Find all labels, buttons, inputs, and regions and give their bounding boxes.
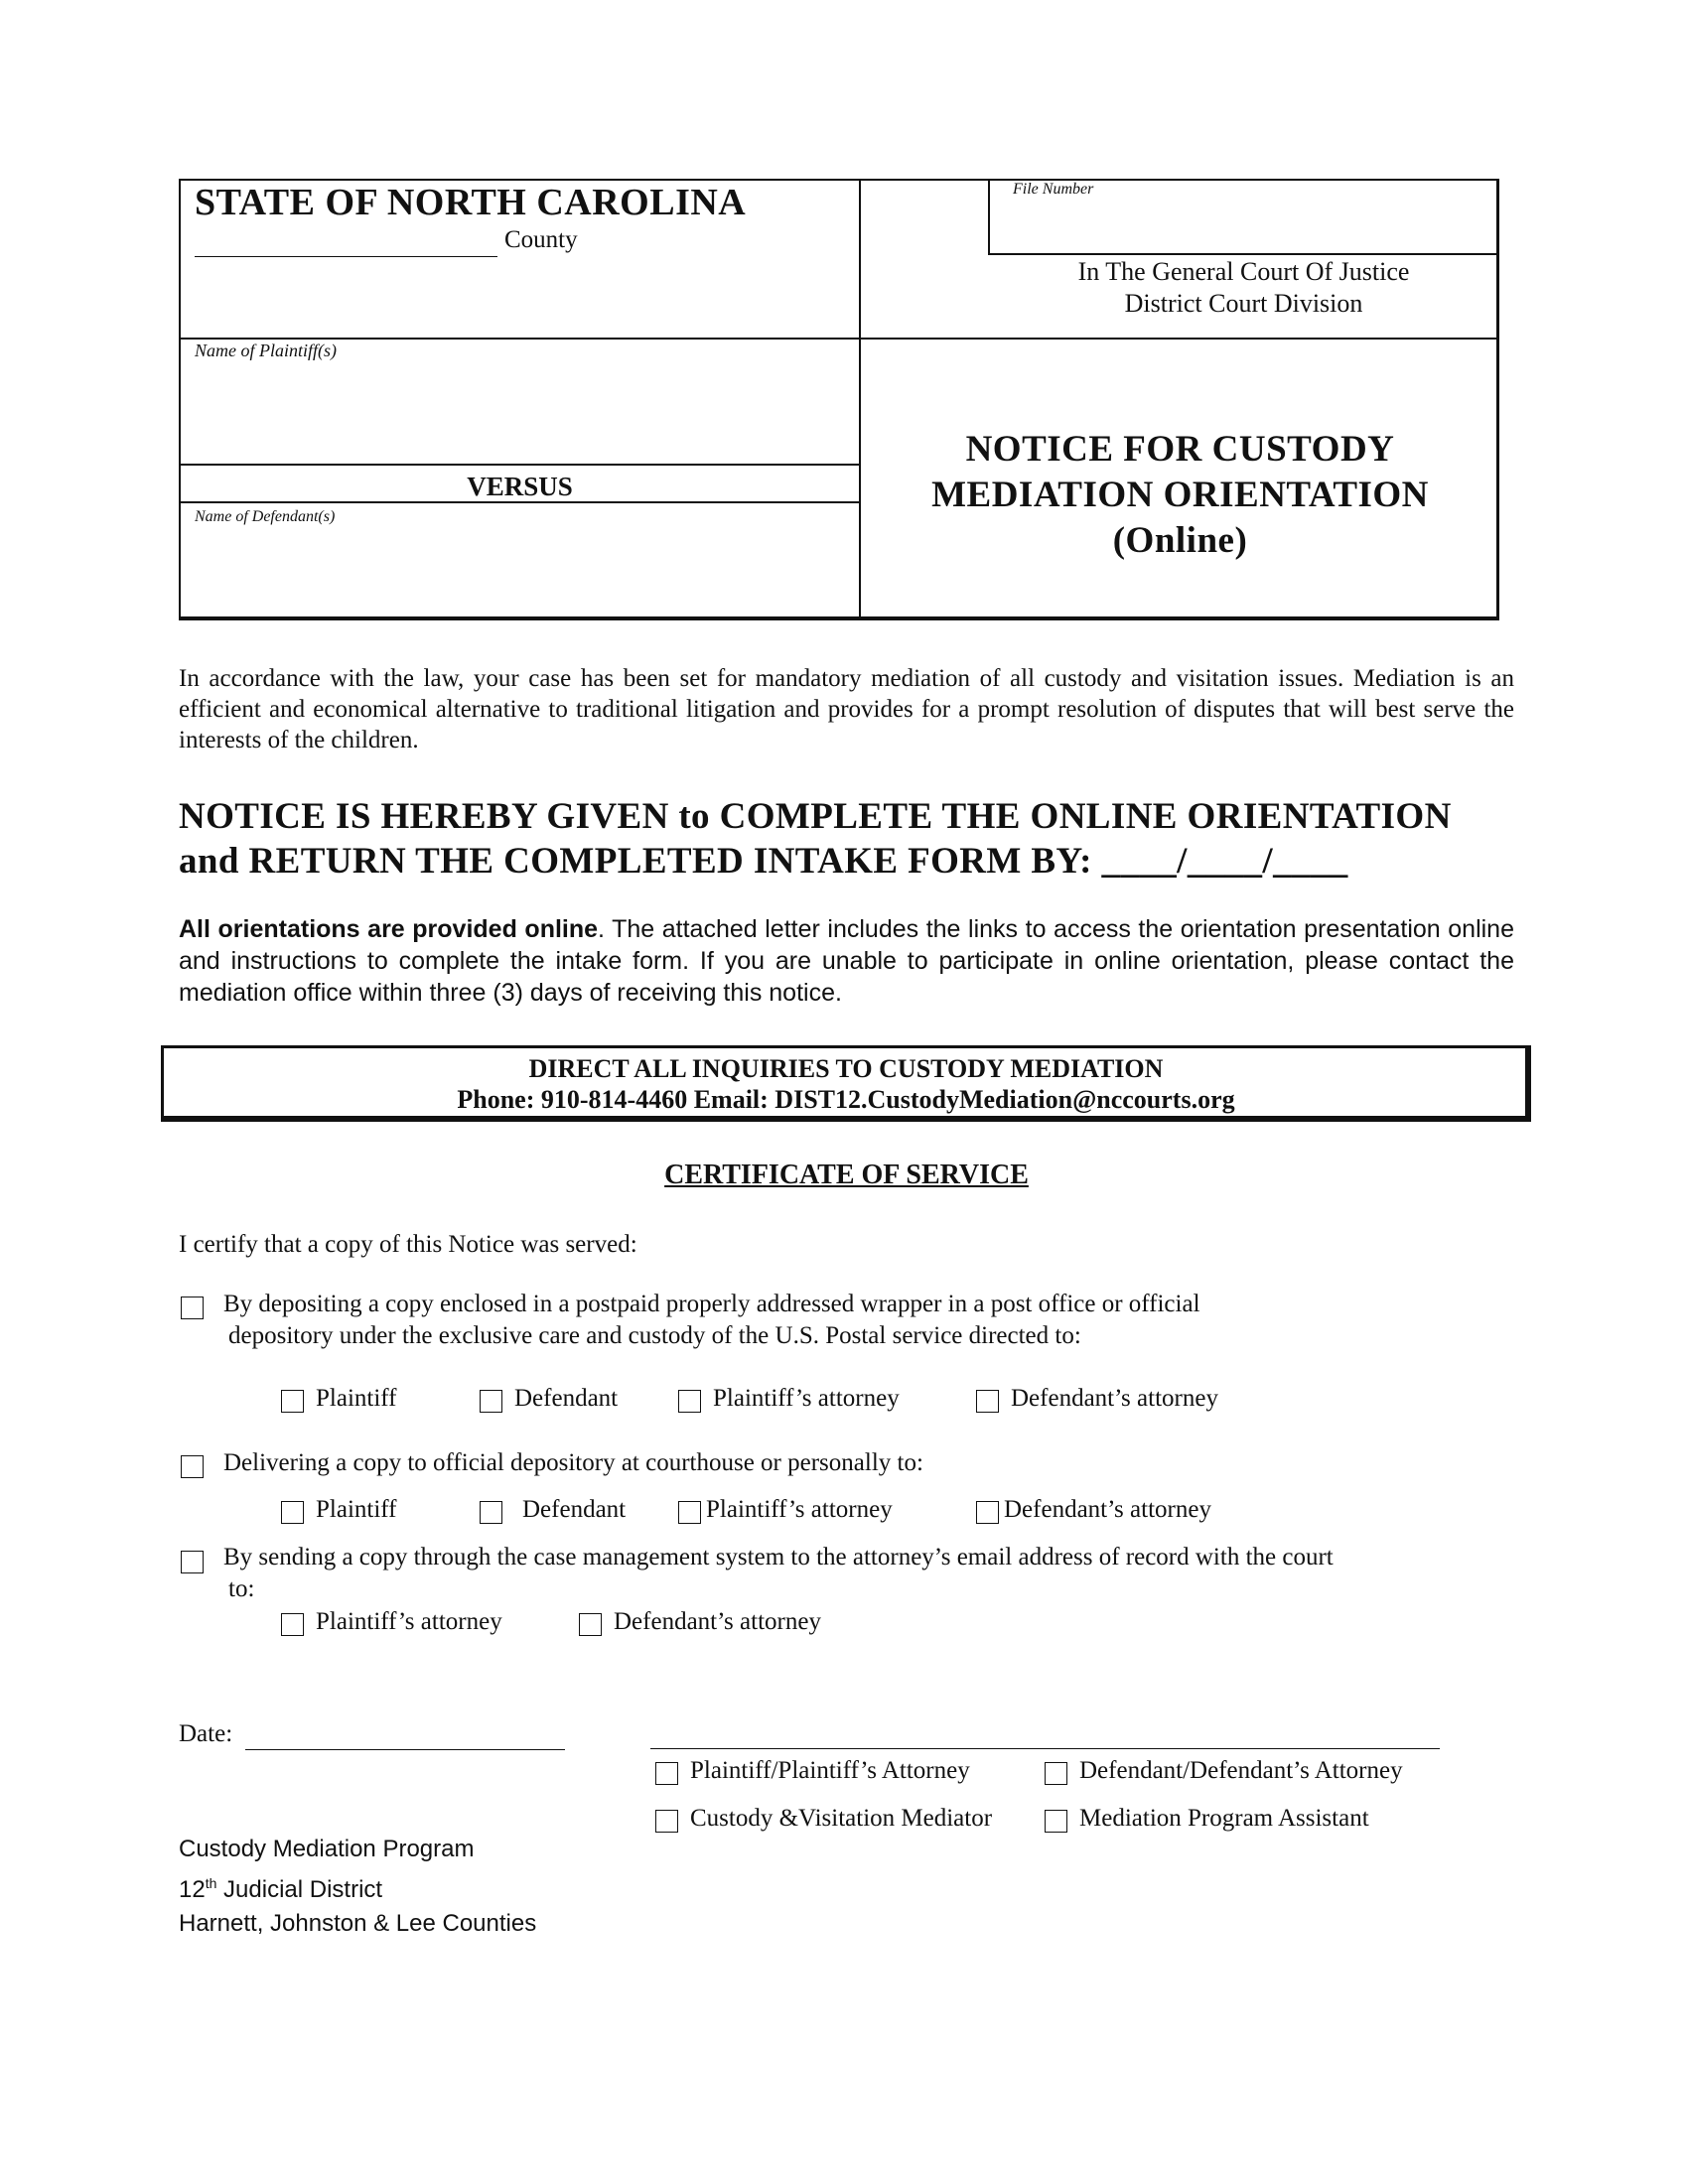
court-line-1: In The General Court Of Justice — [1077, 257, 1410, 286]
signer-assistant-checkbox[interactable]: Mediation Program Assistant — [1045, 1805, 1369, 1833]
notice-heading — [179, 794, 1514, 884]
online-rest: . The attached letter includes the links to access the orientation presentation online and instructions to complete the intake form. If you are unable to participate in online orientation, please contact the mediation office within three (3) days of receiving this notice. — [179, 915, 1514, 1007]
option-email-checkbox[interactable] — [181, 1551, 204, 1578]
option-email-text-1: By sending a copy through the case management system to the attorney’s email address of record with the court — [223, 1544, 1334, 1570]
defendant-label: Name of Defendant(s) — [195, 508, 336, 525]
deliver-plaintiff-attorney-checkbox[interactable]: Plaintiff’s attorney — [678, 1496, 893, 1524]
checkbox-icon[interactable] — [579, 1613, 602, 1636]
file-number-label: File Number — [1013, 181, 1094, 198]
mail-plaintiff-checkbox[interactable]: Plaintiff — [281, 1385, 396, 1413]
checkbox-icon[interactable] — [655, 1762, 678, 1785]
court-name — [988, 256, 1499, 320]
date-label: Date: — [179, 1720, 233, 1747]
checkbox-icon[interactable] — [1045, 1762, 1067, 1785]
program-footer — [179, 1833, 536, 1941]
deliver-defendant-checkbox[interactable]: Defendant — [480, 1496, 626, 1524]
email-defendant-attorney-checkbox[interactable]: Defendant’s attorney — [579, 1608, 821, 1636]
signature-line[interactable] — [650, 1748, 1440, 1749]
certificate-title: CERTIFICATE OF SERVICE — [664, 1160, 1029, 1190]
court-line-2: District Court Division — [1124, 289, 1363, 318]
footer-line-3: Harnett, Johnston & Lee Counties — [179, 1910, 537, 1937]
checkbox-icon[interactable] — [1045, 1810, 1067, 1833]
title-line-3: (Online) — [1112, 520, 1248, 561]
email-plaintiff-attorney-checkbox[interactable]: Plaintiff’s attorney — [281, 1608, 502, 1636]
signer-plaintiff-checkbox[interactable]: Plaintiff/Plaintiff’s Attorney — [655, 1757, 970, 1785]
checkbox-icon[interactable] — [678, 1390, 701, 1413]
notice-line-2: and RETURN THE COMPLETED INTAKE FORM BY: ____/____/____ — [179, 841, 1348, 882]
mail-defendant-checkbox[interactable]: Defendant — [480, 1385, 618, 1413]
mail-plaintiff-attorney-checkbox[interactable]: Plaintiff’s attorney — [678, 1385, 900, 1413]
date-input-line[interactable] — [245, 1749, 565, 1750]
option-mail-text-2: depository under the exclusive care and custody of the U.S. Postal service directed to: — [228, 1322, 1081, 1349]
checkbox-icon[interactable] — [181, 1455, 204, 1478]
online-paragraph — [179, 913, 1514, 1009]
checkbox-icon[interactable] — [281, 1501, 304, 1524]
form-title — [861, 427, 1499, 564]
plaintiff-field[interactable] — [181, 367, 859, 462]
option-deliver-checkbox[interactable] — [181, 1455, 204, 1483]
notice-line-1: NOTICE IS HEREBY GIVEN to COMPLETE THE ONLINE ORIENTATION — [179, 796, 1452, 837]
checkbox-icon[interactable] — [480, 1390, 502, 1413]
option-deliver-text: Delivering a copy to official depository at courthouse or personally to: — [223, 1449, 923, 1476]
defendant-field[interactable] — [181, 531, 859, 615]
footer-line-2: 12th Judicial District — [179, 1875, 383, 1903]
intro-paragraph: In accordance with the law, your case has been set for mandatory mediation of all custody and visitation issues. Mediation is an efficient and economical alternative to traditional litigation and provides for a prompt resolution of disputes that will best serve the interests of the children. — [179, 665, 1514, 753]
online-bold: All orientations are provided online — [179, 915, 599, 943]
certificate-intro: I certify that a copy of this Notice was served: — [179, 1231, 637, 1258]
checkbox-icon[interactable] — [181, 1551, 204, 1573]
caption-divider — [179, 464, 861, 466]
checkbox-icon[interactable] — [281, 1613, 304, 1636]
title-line-2: MEDIATION ORIENTATION — [931, 475, 1429, 515]
deliver-plaintiff-checkbox[interactable]: Plaintiff — [281, 1496, 396, 1524]
signer-defendant-checkbox[interactable]: Defendant/Defendant’s Attorney — [1045, 1757, 1403, 1785]
checkbox-icon[interactable] — [480, 1501, 502, 1524]
inquiries-heading: DIRECT ALL INQUIRIES TO CUSTODY MEDIATION — [528, 1054, 1164, 1083]
county-label: County — [504, 226, 578, 253]
title-line-1: NOTICE FOR CUSTODY — [965, 429, 1395, 470]
option-email-text-2: to: — [228, 1575, 255, 1602]
option-mail-checkbox[interactable] — [181, 1297, 204, 1324]
county-input-line[interactable] — [195, 256, 497, 257]
checkbox-icon[interactable] — [976, 1501, 999, 1524]
inquiries-contact: Phone: 910-814-4460 Email: DIST12.CustodyMediation@nccourts.org — [457, 1085, 1235, 1114]
plaintiff-label: Name of Plaintiff(s) — [195, 341, 337, 360]
caption-divider — [179, 338, 1499, 340]
signer-mediator-checkbox[interactable]: Custody &Visitation Mediator — [655, 1805, 992, 1833]
checkbox-icon[interactable] — [281, 1390, 304, 1413]
checkbox-icon[interactable] — [181, 1297, 204, 1319]
state-heading: STATE OF NORTH CAROLINA — [195, 182, 747, 223]
footer-line-1: Custody Mediation Program — [179, 1836, 475, 1862]
versus-label: VERSUS — [467, 472, 573, 501]
option-mail-text-1: By depositing a copy enclosed in a postpaid properly addressed wrapper in a post office or official — [223, 1291, 1200, 1317]
checkbox-icon[interactable] — [655, 1810, 678, 1833]
deliver-defendant-attorney-checkbox[interactable]: Defendant’s attorney — [976, 1496, 1211, 1524]
checkbox-icon[interactable] — [678, 1501, 701, 1524]
mail-defendant-attorney-checkbox[interactable]: Defendant’s attorney — [976, 1385, 1218, 1413]
checkbox-icon[interactable] — [976, 1390, 999, 1413]
